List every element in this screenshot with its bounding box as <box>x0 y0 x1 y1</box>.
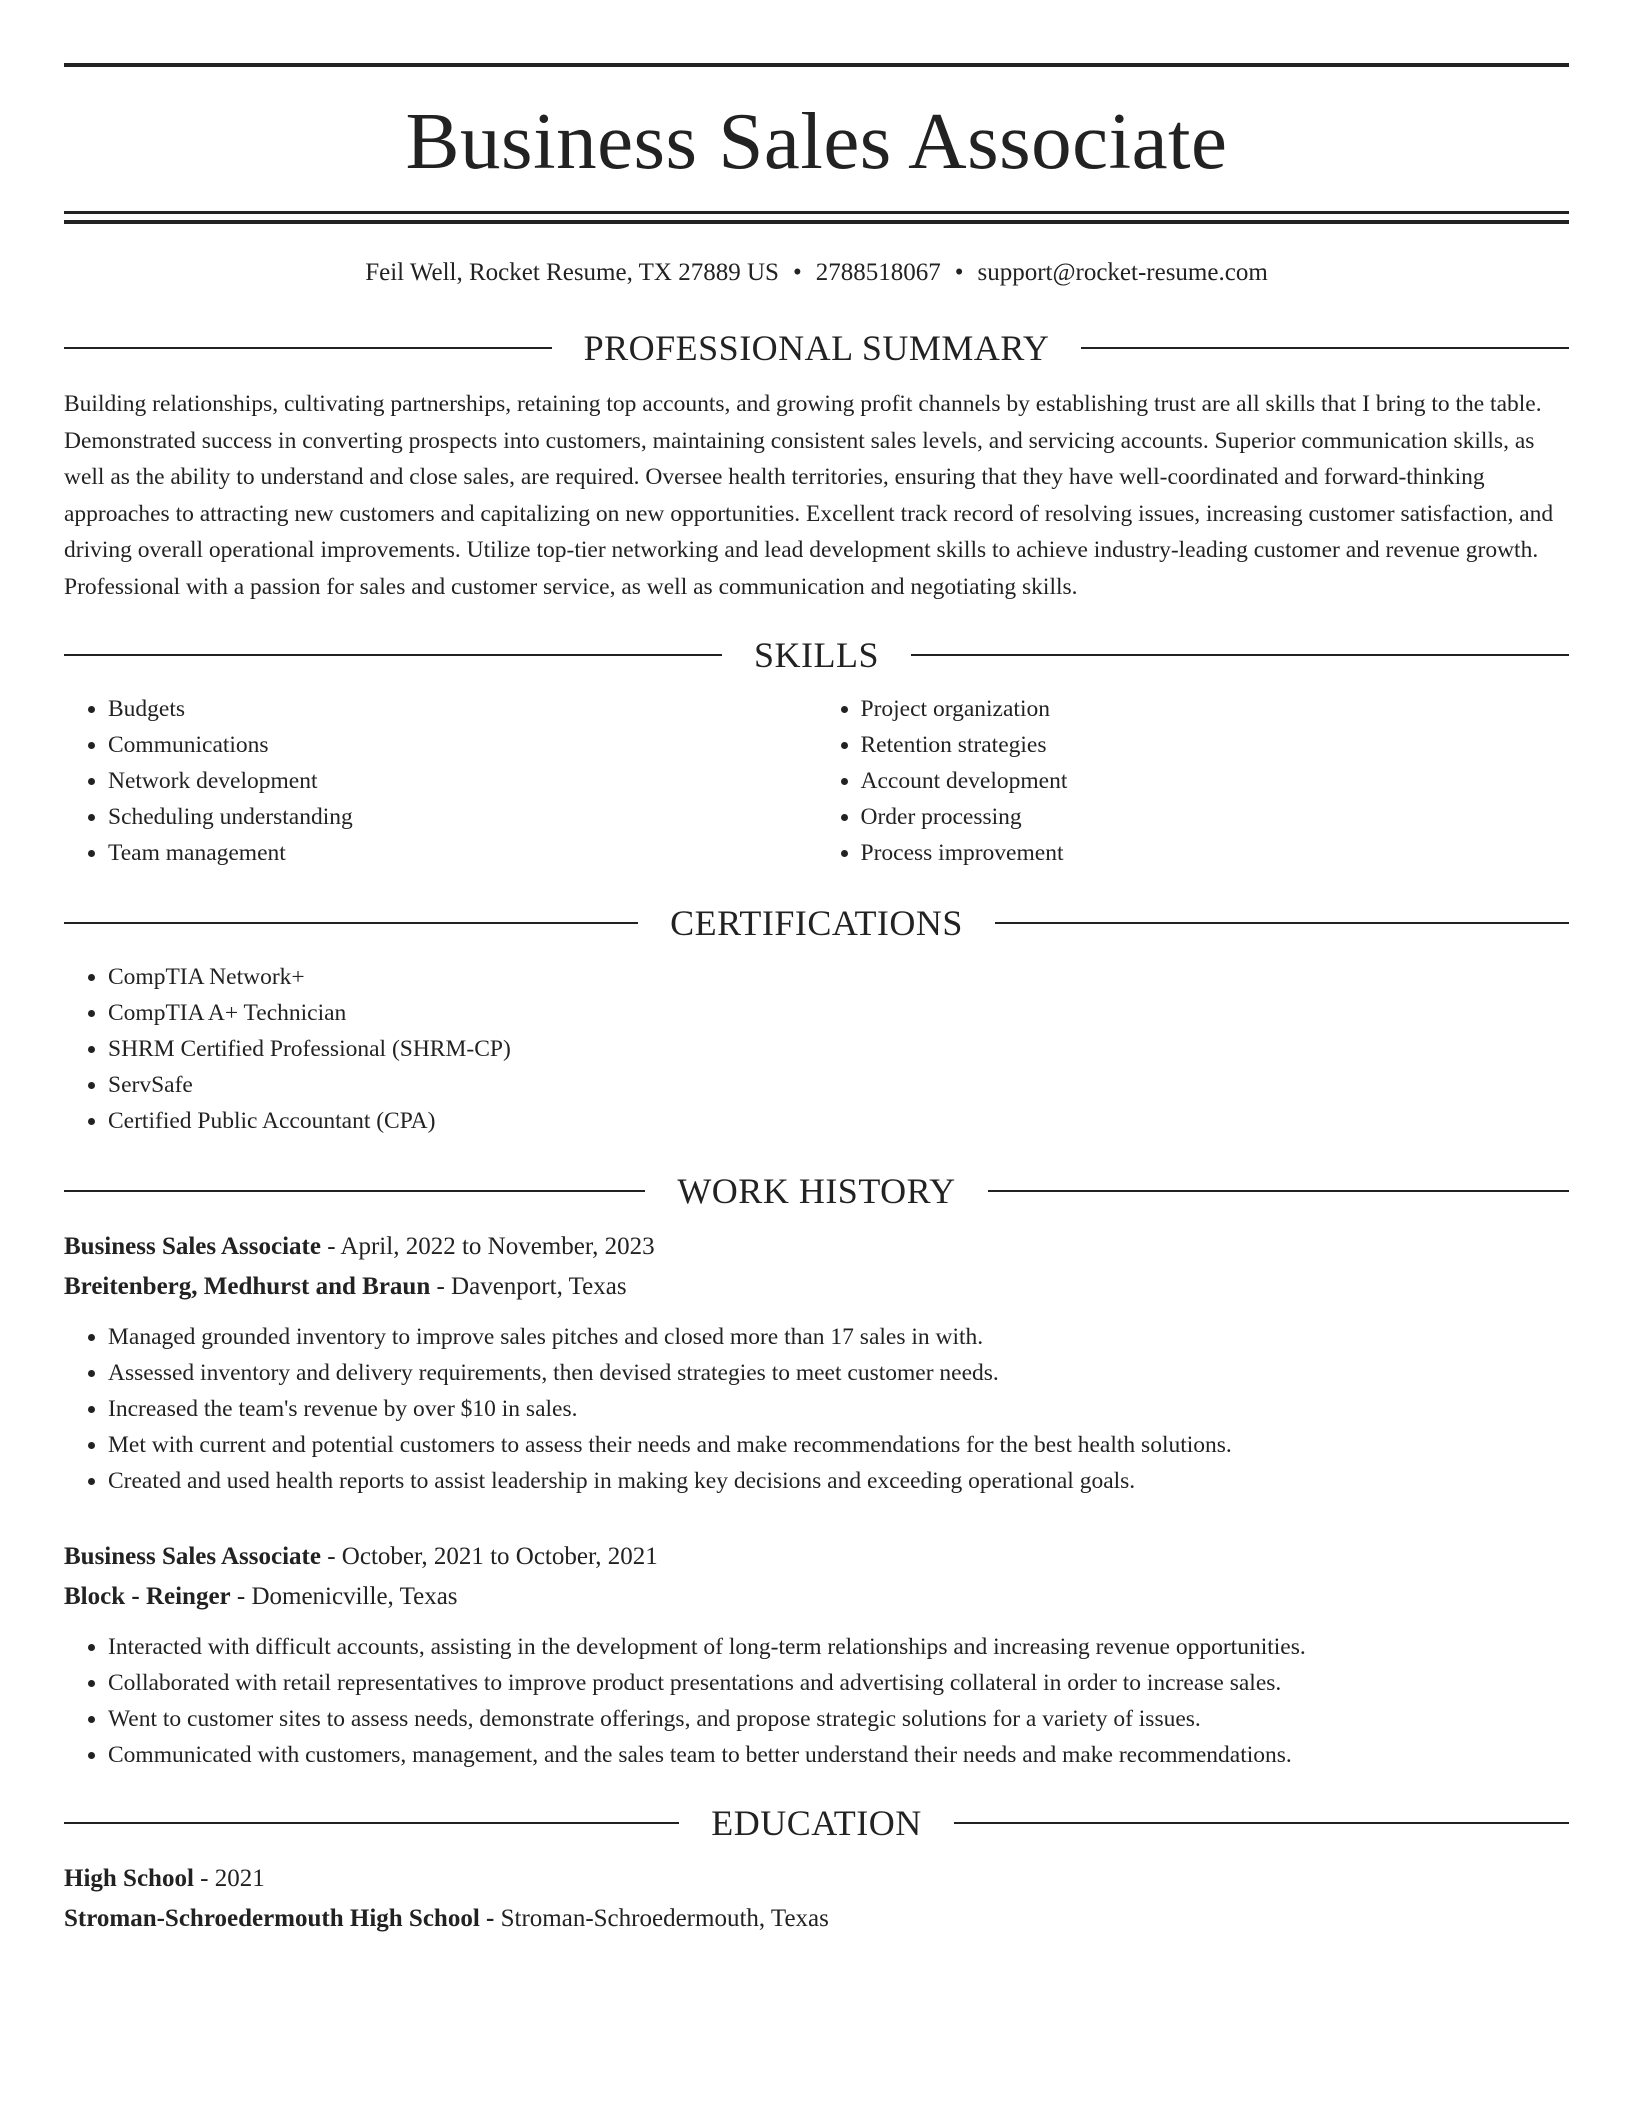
skills-list-right <box>817 691 1570 871</box>
job-bullet: • Collaborated with retail representatives to improve product presentations and advertising collateral in order to increase sales. <box>108 1665 1569 1701</box>
job-bullet: • Created and used health reports to assist leadership in making key decisions and exceeding operational goals. <box>108 1463 1569 1499</box>
education-location: Stroman-Schroedermouth, Texas <box>500 1905 829 1932</box>
resume-title: Business Sales Associate <box>405 96 1228 186</box>
job-title: Business Sales Associate <box>64 1543 321 1570</box>
education-degree: High School <box>64 1865 194 1892</box>
heading-rule <box>64 922 638 924</box>
education-school-line <box>64 1899 1569 1939</box>
contact-phone: 2788518067 <box>815 259 941 286</box>
skills-grid <box>64 691 1569 871</box>
skill-item: • Retention strategies <box>861 727 1570 763</box>
top-rule <box>64 63 1569 67</box>
section-heading-summary <box>64 330 1569 366</box>
contact-separator: • <box>792 259 802 286</box>
contact-address: Feil Well, Rocket Resume, TX 27889 US <box>365 259 779 286</box>
job-title: Business Sales Associate <box>64 1233 321 1260</box>
job-company: Breitenberg, Medhurst and Braun <box>64 1273 431 1300</box>
skill-item: • Account development <box>861 763 1570 799</box>
contact-separator: • <box>954 259 964 286</box>
education-school: Stroman-Schroedermouth High School <box>64 1905 480 1932</box>
summary-text: Building relationships, cultivating partnerships, retaining top accounts, and growing profit channels by establishing trust are all skills that I bring to the table. Demonstrated success in converting prospects into customers, maintaining consistent sales levels, and servicing accounts. Superior communication skills, as well as the ability to understand and close sales, are required. Oversee health territories, ensuring that they have well-coordinated and forward-thinking approaches to attracting new customers and capitalizing on new opportunities. Excellent track record of resolving issues, increasing customer satisfaction, and driving overall operational improvements. Utilize top-tier networking and lead development skills to achieve industry-leading customer and revenue growth. Professional with a passion for sales and customer service, as well as communication and negotiating skills. <box>64 391 1554 600</box>
job-bullets <box>64 1629 1569 1773</box>
job-bullet: • Interacted with difficult accounts, assisting in the development of long-term relationships and increasing revenue opportunities. <box>108 1629 1569 1665</box>
heading-rule <box>988 1190 1569 1192</box>
certification-item: • CompTIA Network+ <box>108 959 1569 995</box>
section-heading-education <box>64 1805 1569 1841</box>
education-year: - 2021 <box>193 1865 265 1892</box>
heading-rule <box>911 654 1569 656</box>
certifications-list <box>64 959 1569 1139</box>
job-bullet: • Went to customer sites to assess needs, demonstrate offerings, and propose strategic solutions for a variety of issues. <box>108 1701 1569 1737</box>
section-heading-skills <box>64 637 1569 673</box>
education-degree-line <box>64 1859 1569 1899</box>
section-title: WORK HISTORY <box>677 1171 956 1211</box>
skills-list-left <box>64 691 817 871</box>
heading-rule <box>1081 347 1569 349</box>
heading-rule <box>995 922 1569 924</box>
job-company-line <box>64 1267 1569 1307</box>
job-bullet: • Communicated with customers, management, and the sales team to better understand their needs and make recommendations. <box>108 1737 1569 1773</box>
certification-item: • Certified Public Accountant (CPA) <box>108 1103 1569 1139</box>
certification-item: • SHRM Certified Professional (SHRM-CP) <box>108 1031 1569 1067</box>
skill-item: • Project organization <box>861 691 1570 727</box>
contact-email: support@rocket-resume.com <box>977 259 1268 286</box>
heading-rule <box>954 1822 1569 1824</box>
title-double-rule <box>64 211 1569 224</box>
heading-rule <box>64 1822 679 1824</box>
job-dates: - October, 2021 to October, 2021 <box>320 1543 658 1570</box>
job-bullet: • Assessed inventory and delivery requirements, then devised strategies to meet customer needs. <box>108 1355 1569 1391</box>
certification-item: • ServSafe <box>108 1067 1569 1103</box>
job-bullet: • Managed grounded inventory to improve sales pitches and closed more than 17 sales in with. <box>108 1319 1569 1355</box>
education-entry <box>64 1859 1569 1939</box>
skill-item: • Network development <box>108 763 817 799</box>
skill-item: • Order processing <box>861 799 1570 835</box>
skill-item: • Team management <box>108 835 817 871</box>
job-company: Block - Reinger <box>64 1583 231 1610</box>
education-separator: - <box>479 1905 501 1932</box>
skill-item: • Scheduling understanding <box>108 799 817 835</box>
skill-item: • Process improvement <box>861 835 1570 871</box>
job-location: - Domenicville, Texas <box>230 1583 458 1610</box>
job-title-line <box>64 1537 1569 1577</box>
heading-rule <box>64 654 722 656</box>
job-entry <box>64 1537 1569 1773</box>
section-heading-certifications <box>64 905 1569 941</box>
job-bullet: • Increased the team's revenue by over $10 in sales. <box>108 1391 1569 1427</box>
job-company-line <box>64 1577 1569 1617</box>
section-title: EDUCATION <box>711 1803 922 1843</box>
job-bullets <box>64 1319 1569 1499</box>
job-title-line <box>64 1227 1569 1267</box>
heading-rule <box>64 347 552 349</box>
job-entry <box>64 1227 1569 1499</box>
job-bullet: • Met with current and potential customers to assess their needs and make recommendations for the best health solutions. <box>108 1427 1569 1463</box>
section-title: SKILLS <box>754 635 880 675</box>
contact-line <box>64 258 1569 288</box>
section-heading-work-history <box>64 1173 1569 1209</box>
skill-item: • Budgets <box>108 691 817 727</box>
certification-item: • CompTIA A+ Technician <box>108 995 1569 1031</box>
skill-item: • Communications <box>108 727 817 763</box>
job-location: - Davenport, Texas <box>430 1273 627 1300</box>
heading-rule <box>64 1190 645 1192</box>
section-title: CERTIFICATIONS <box>670 903 963 943</box>
job-dates: - April, 2022 to November, 2023 <box>320 1233 655 1260</box>
section-title: PROFESSIONAL SUMMARY <box>583 328 1050 368</box>
